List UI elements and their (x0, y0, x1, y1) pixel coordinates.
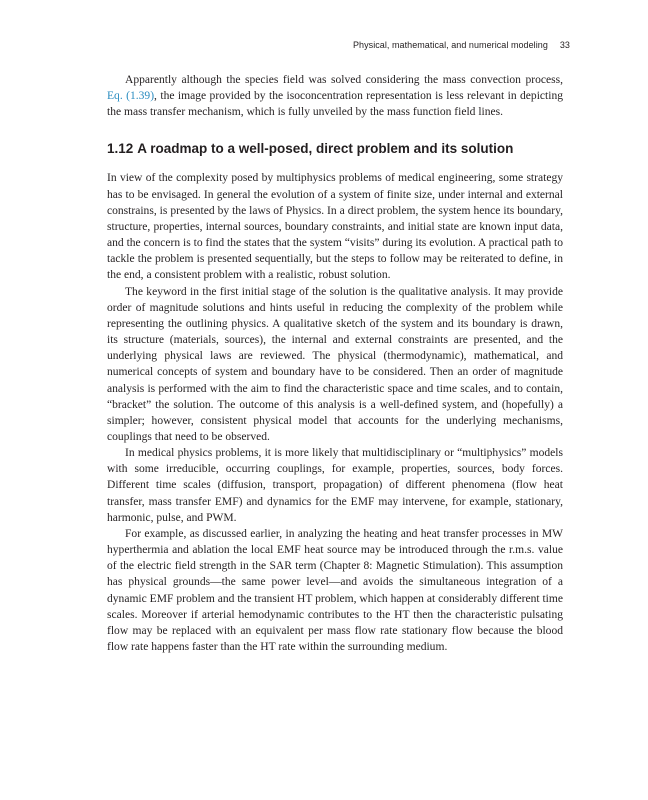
equation-link[interactable]: Eq. (1.39) (107, 90, 155, 103)
section-number: 1.12 (107, 141, 134, 157)
paragraph-4: For example, as discussed earlier, in analyzing the heating and heat transfer processes in MW hyperthermia and ablation the local EMF heat source may be introduced through the r.m.s. value of the electric field strength in the SAR term (Chapter 8: Magnetic Stimulation). This assumption has physical grounds—the same power level—and avoids the simultaneous integration of a dynamic EMF problem and the transient HT problem, which happen at considerably different time scales. Moreover if arterial hemodynamic contributes to the HT then the characteristic pulsating flow may be replaced with an equivalent per mass flow rate stationary flow because the blood flow rate happens faster than the HT rate within the surrounding medium. (107, 527, 563, 653)
page-body (107, 72, 563, 655)
intro-text-after-link: , the image provided by the isoconcentration representation is less relevant in depicting the mass transfer mechanism, which is fully unveiled by the mass function field lines. (107, 90, 563, 119)
intro-text-before-link: Apparently although the species field was solved considering the mass convection process, (125, 74, 563, 86)
section-title: A roadmap to a well-posed, direct problem and its solution (137, 141, 514, 157)
running-header (107, 40, 570, 50)
running-title: Physical, mathematical, and numerical modeling (352, 40, 548, 50)
page-number: 33 (559, 40, 570, 50)
paragraph-3: In medical physics problems, it is more likely that multidisciplinary or “multiphysics” models with some irreducible, occurring couplings, for example, properties, sources, body forces. Different time scales (diffusion, transport, propagation) of different phenomena (flow heat transfer, mass transfer EMF) and dynamics for the EMF may intervene, for example, stationary, harmonic, pulse, and PWM. (107, 447, 563, 524)
paragraph-1: In view of the complexity posed by multiphysics problems of medical engineering, some strategy has to be envisaged. In general the evolution of a system of finite size, under internal and external constrains, is presented by the laws of Physics. In a direct problem, the system hence its boundary, structure, properties, internal sources, boundary constraints, and initial state are known input data, and the concern is to find the states that the system “visits” during its evolution. A practical path to tackle the problem is presented sequentially, but the steps to follow may be reiterated to define, in the end, a consistent problem with a realistic, robust solution. (107, 172, 563, 282)
paragraph-2: The keyword in the first initial stage of the solution is the qualitative analysis. It may provide order of magnitude solutions and hints useful in reducing the complexity of the problem while representing the outlining physics. A qualitative sketch of the system and its boundary is drawn, its structure (materials, sources), the internal and external constraints are presented, and the underlying physical laws are reviewed. The physical (thermodynamic), mathematical, and numerical concepts of system and boundary have to be considered. Then an order of magnitude analysis is performed with the aim to find the characteristic space and time scales, and to contain, “bracket” the solution. The outcome of this analysis is a well-defined system, and (hopefully) a simpler; however, consistent physical model that accounts for the underlying mechanisms, couplings that need to be observed. (107, 285, 563, 443)
intro-paragraph (107, 72, 563, 120)
section-heading (107, 140, 563, 158)
